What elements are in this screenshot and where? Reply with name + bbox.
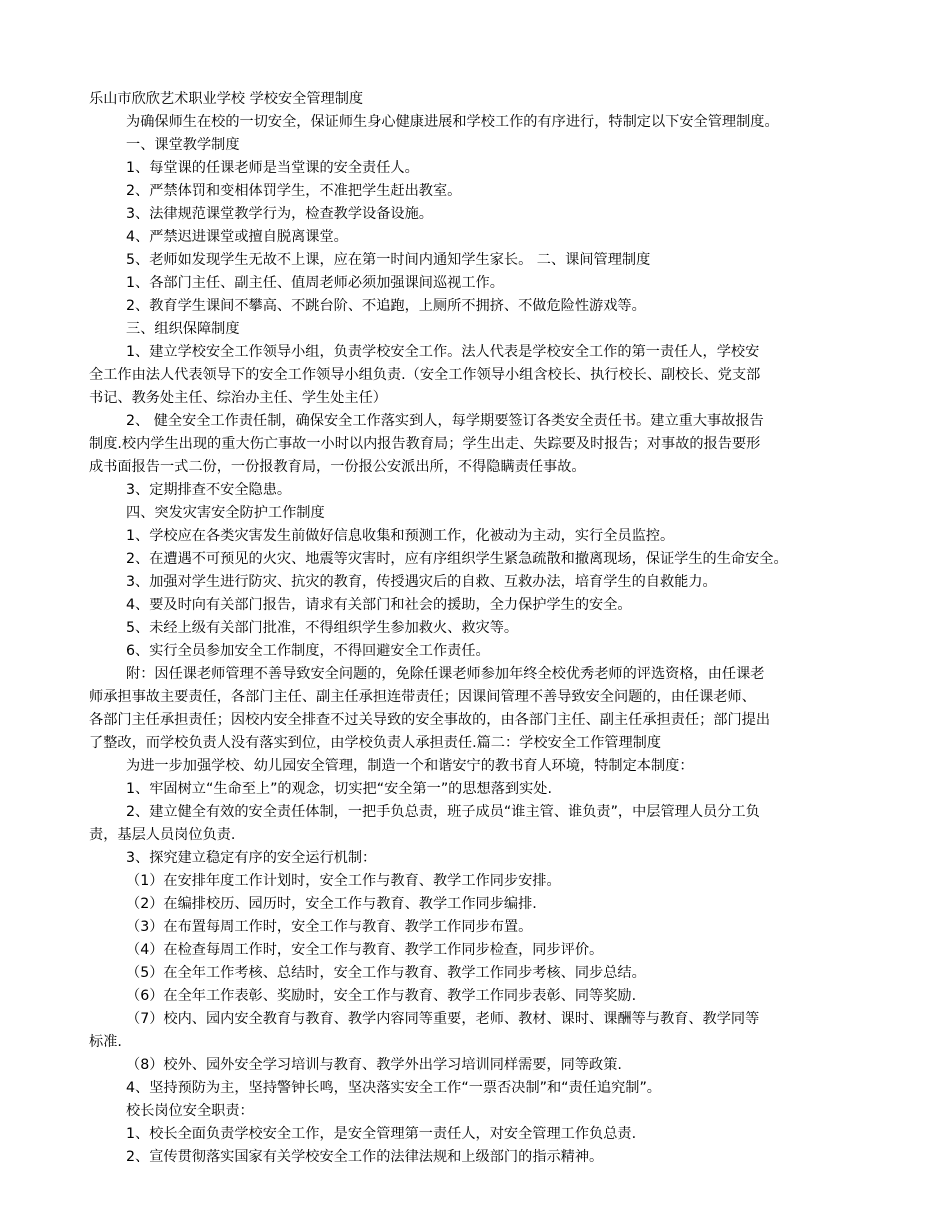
text-line: 师承担事故主要责任，各部门主任、副主任承担连带责任；因课间管理不善导致安全问题的，由任课老师、 [89, 689, 756, 705]
text-line: 各部门主任承担责任；因校内安全排查不过关导致的安全事故的，由各部门主任、副主任承担责任；部门提出 [89, 712, 771, 728]
text-line: 三、组织保障制度 [126, 321, 240, 337]
text-line: 1、牢固树立“生命至上”的观念，切实把“安全第一”的思想落到实处. [126, 781, 553, 797]
text-line: 标准. [89, 1034, 122, 1050]
text-line: 成书面报告一式二份，一份报教育局，一份报公安派出所，不得隐瞒责任事故。 [89, 459, 586, 475]
text-line: 1、各部门主任、副主任、值周老师必须加强课间巡视工作。 [126, 275, 504, 291]
document-title: 乐山市欣欣艺术职业学校 学校安全管理制度 [89, 91, 364, 107]
text-line: 1、学校应在各类灾害发生前做好信息收集和预测工作，化被动为主动，实行全员监控。 [126, 528, 675, 544]
text-line: 四、突发灾害安全防护工作制度 [126, 505, 325, 521]
text-line: 3、加强对学生进行防灾、抗灾的教育，传授遇灾后的自救、互救办法，培育学生的自救能力。 [126, 574, 717, 590]
text-line: 1、校长全面负责学校安全工作，是安全管理第一责任人，对安全管理工作负总责. [126, 1126, 637, 1142]
text-line: 全工作由法人代表领导下的安全工作领导小组负责.（安全工作领导小组含校长、执行校长、副校长、党支部 [89, 367, 761, 383]
text-line: 2、在遭遇不可预见的火灾、地震等灾害时，应有序组织学生紧急疏散和撤离现场，保证学生的生命安全。 [126, 551, 788, 567]
text-line: 2、严禁体罚和变相体罚学生，不准把学生赶出教室。 [126, 183, 462, 199]
document-body [89, 111, 875, 1169]
text-line: （5）在全年工作考核、总结时，安全工作与教育、教学工作同步考核、同步总结。 [126, 965, 646, 981]
text-line: 2、宣传贯彻落实国家有关学校安全工作的法律法规和上级部门的指示精神。 [126, 1149, 604, 1165]
text-line: （7）校内、园内安全教育与教育、教学内容同等重要，老师、教材、课时、课酬等与教育、教学同等 [126, 1011, 760, 1027]
text-line: （6）在全年工作表彰、奖励时，安全工作与教育、教学工作同步表彰、同等奖励. [126, 988, 637, 1004]
text-line: 一、课堂教学制度 [126, 137, 240, 153]
text-line: （3）在布置每周工作时，安全工作与教育、教学工作同步布置。 [126, 919, 533, 935]
text-line: 了整改，而学校负责人没有落实到位，由学校负责人承担责任.篇二：学校安全工作管理制度 [89, 735, 662, 751]
text-line: 5、老师如发现学生无故不上课，应在第一时间内通知学生家长。 二、课间管理制度 [126, 252, 651, 268]
text-line: 3、法律规范课堂教学行为，检查教学设备设施。 [126, 206, 433, 222]
text-line: 4、严禁迟进课堂或擅自脱离课堂。 [126, 229, 348, 245]
text-line: 书记、教务处主任、综治办主任、学生处主任） [89, 390, 387, 406]
text-line: 为进一步加强学校、幼儿园安全管理，制造一个和谐安宁的教书育人环境，特制定本制度： [126, 758, 694, 774]
text-line: 4、要及时向有关部门报告，请求有关部门和社会的援助，全力保护学生的安全。 [126, 597, 632, 613]
text-line: （1）在安排年度工作计划时，安全工作与教育、教学工作同步安排。 [126, 873, 561, 889]
text-line: 校长岗位安全职责： [126, 1103, 254, 1119]
text-line: 2、 健全安全工作责任制，确保安全工作落实到人，每学期要签订各类安全责任书。建立重大事故报告 [126, 413, 764, 429]
text-line: 6、实行全员参加安全工作制度，不得回避安全工作责任。 [126, 643, 490, 659]
text-line: （8）校外、园外安全学习培训与教育、教学外出学习培训同样需要，同等政策. [126, 1057, 622, 1073]
text-line: （2）在编排校历、园历时，安全工作与教育、教学工作同步编排. [126, 896, 537, 912]
text-line: 1、建立学校安全工作领导小组，负责学校安全工作。法人代表是学校安全工作的第一责任人，学校安 [126, 344, 760, 360]
text-line: 责，基层人员岗位负责. [89, 827, 236, 843]
text-line: 3、探究建立稳定有序的安全运行机制： [126, 850, 377, 866]
text-line: 1、每堂课的任课老师是当堂课的安全责任人。 [126, 160, 419, 176]
text-line: 附：因任课老师管理不善导致安全问题的，免除任课老师参加年终全校优秀老师的评选资格，由任课老 [126, 666, 765, 682]
text-line: 制度.校内学生出现的重大伤亡事故一小时以内报告教育局；学生出走、失踪要及时报告；对事故的报告要形 [89, 436, 761, 452]
text-line: 5、未经上级有关部门批准，不得组织学生参加救火、救灾等。 [126, 620, 519, 636]
text-line: 4、坚持预防为主，坚持警钟长鸣，坚决落实安全工作“一票否决制”和“责任追究制”。 [126, 1080, 661, 1096]
text-line: 2、建立健全有效的安全责任体制，一把手负总责，班子成员“谁主管、谁负责”，中层管理人员分工负 [126, 804, 760, 820]
text-line: 2、教育学生课间不攀高、不跳台阶、不追跑，上厕所不拥挤、不做危险性游戏等。 [126, 298, 646, 314]
text-line: 3、定期排查不安全隐患。 [126, 482, 292, 498]
text-line: （4）在检查每周工作时，安全工作与教育、教学工作同步检查，同步评价。 [126, 942, 604, 958]
text-line: 为确保师生在校的一切安全，保证师生身心健康进展和学校工作的有序进行，特制定以下安全管理制度。 [126, 114, 779, 130]
